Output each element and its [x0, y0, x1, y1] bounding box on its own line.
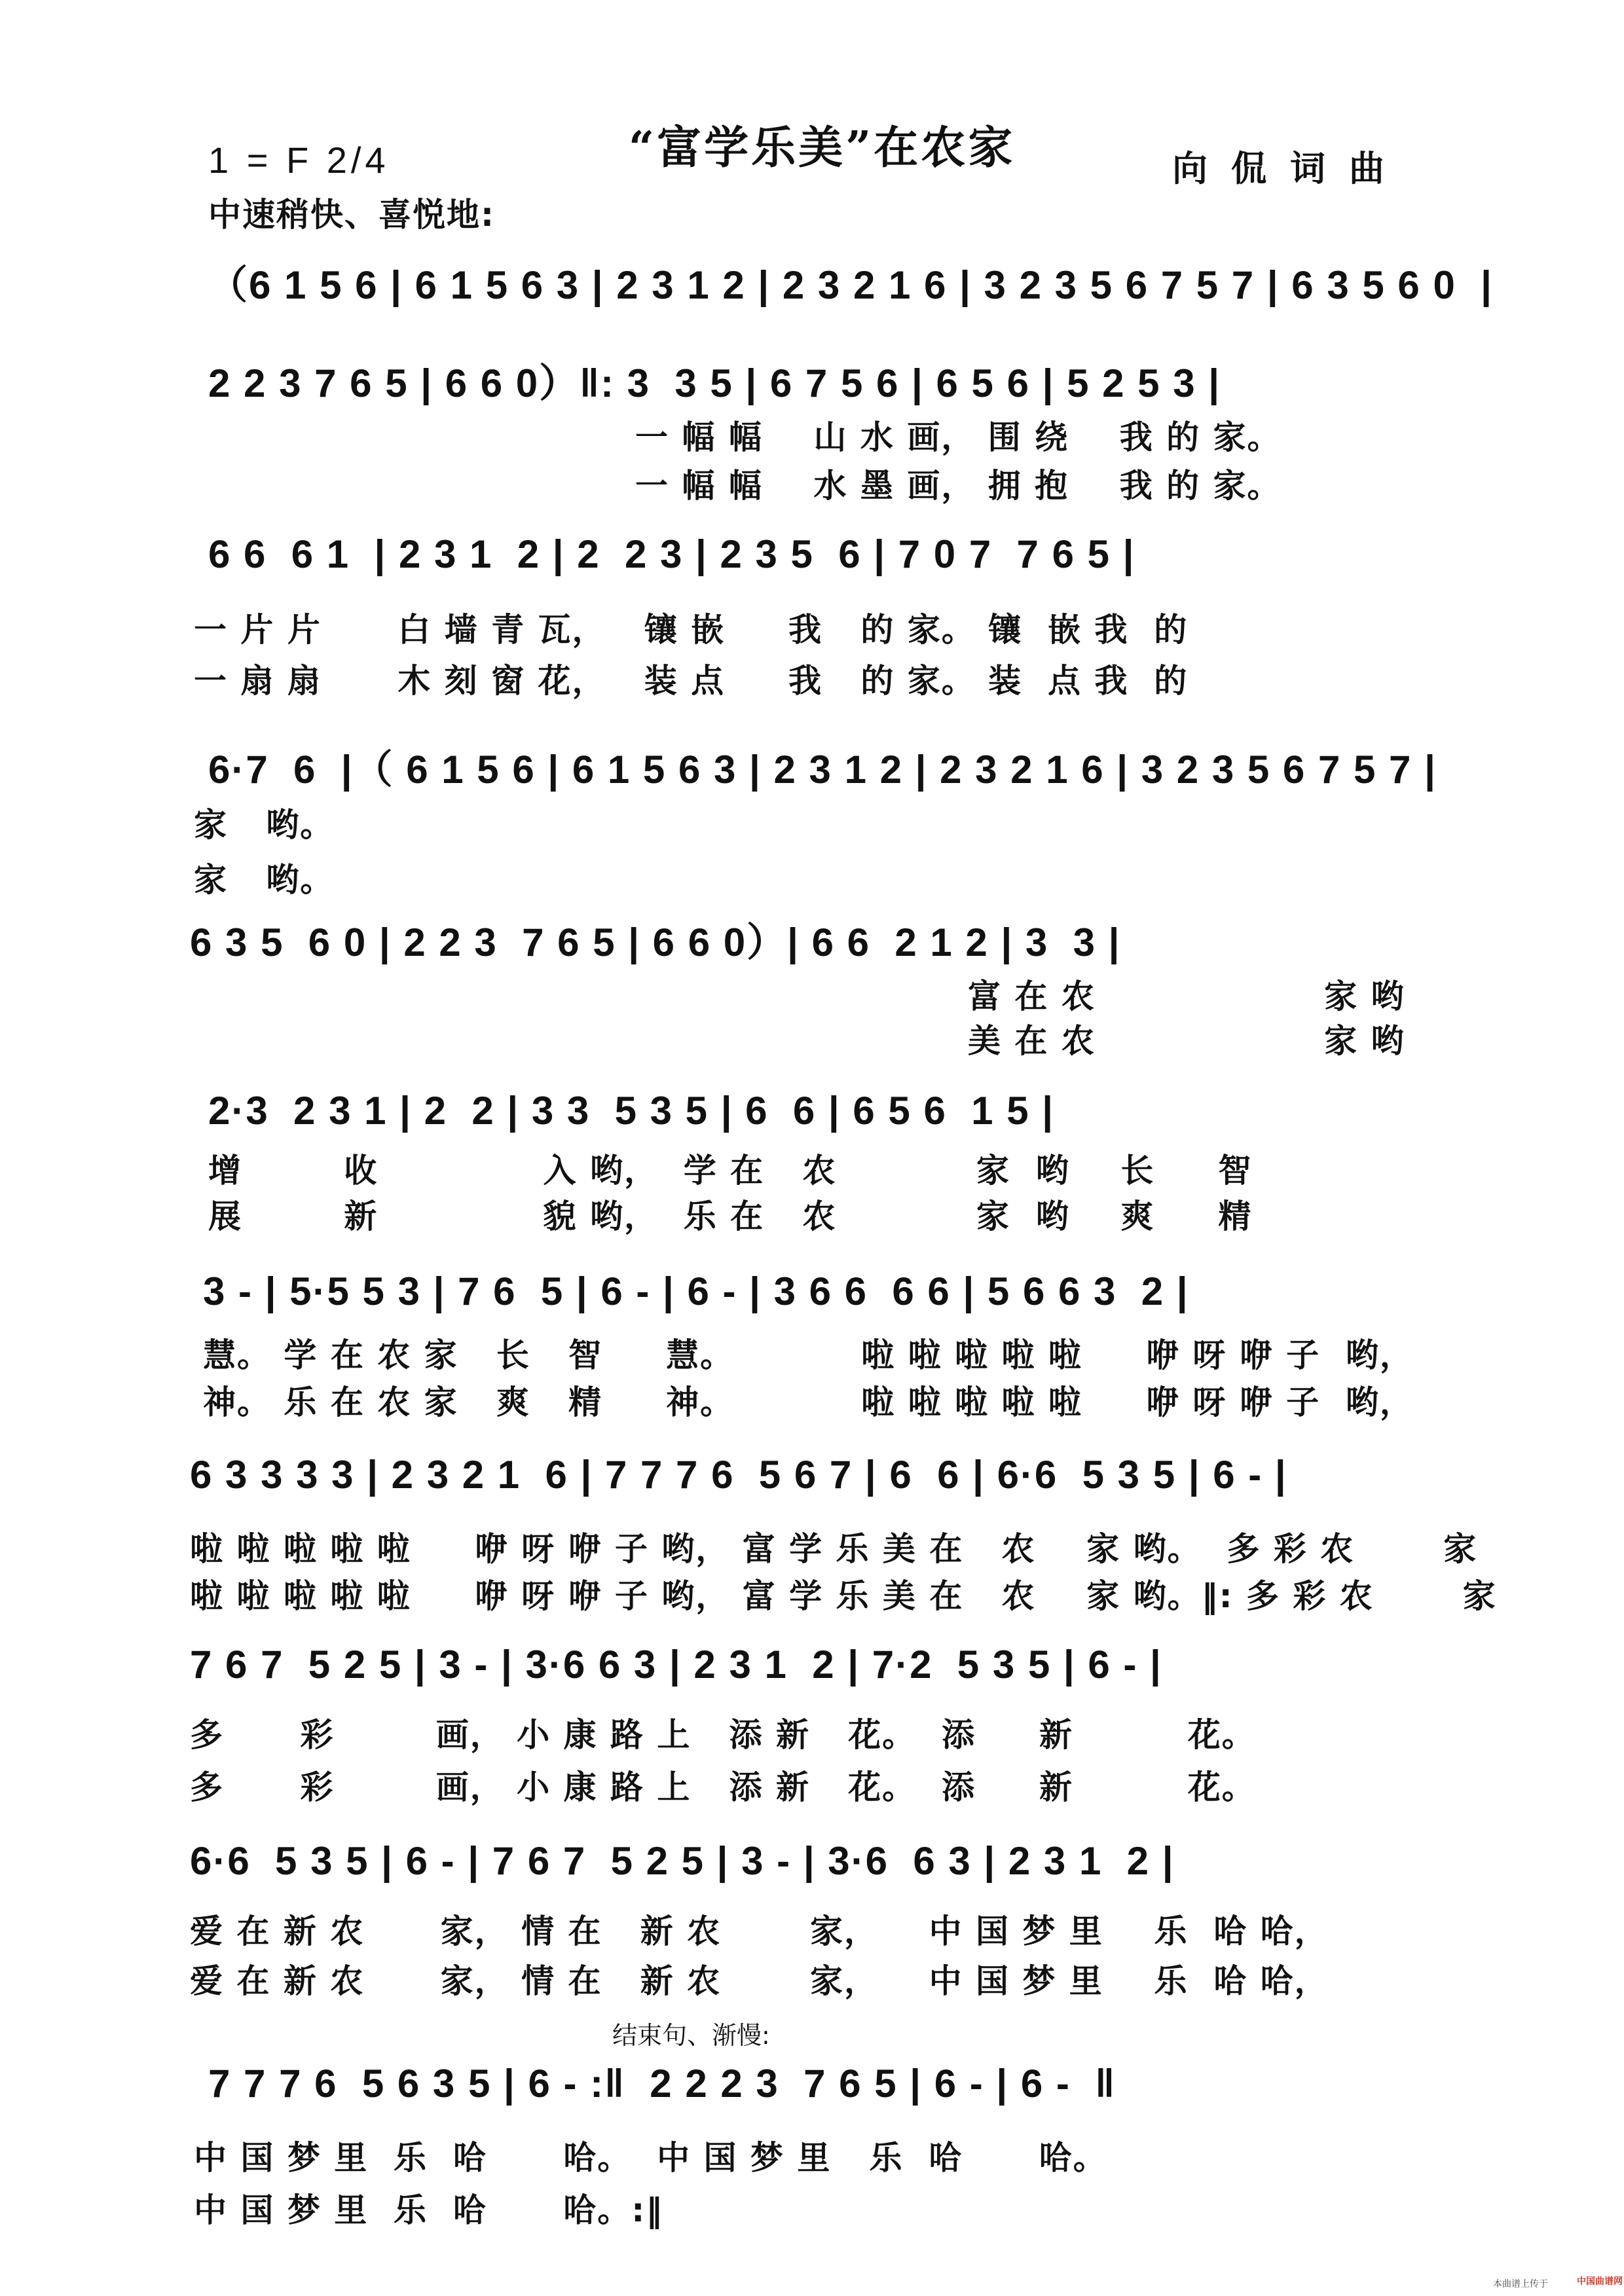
lyric-line-10a: 爱 在 新 农 家， 情 在 新 农 家， 中 国 梦 里 乐 哈 哈， [190, 1912, 1329, 1950]
lyric-line-4b: 家 哟。 [194, 861, 335, 899]
lyric-line-9b: 多 彩 画， 小 康 路 上 添 新 花。 添 新 花。 [190, 1768, 1256, 1806]
lyric-line-6a: 增 收 入 哟， 学 在 农 家 哟 长 智 [208, 1152, 1253, 1190]
upload-credit: 本曲谱上传于 [1493, 2279, 1548, 2289]
notation-line-5: 6 3 5 6 0 | 2 2 3 7 6 5 | 6 6 0）| 6 6 2 1 2 | 3 3 | [190, 920, 1121, 964]
lyric-line-7a: 慧。 学 在 农 家 长 智 慧。 啦 啦 啦 啦 啦 咿 呀 咿 子 哟， [203, 1336, 1414, 1374]
lyric-line-3b: 一 扇 扇 木 刻 窗 花， 装 点 我 的 家。 装 点 我 的 [194, 662, 1189, 700]
lyric-line-2a: 一 幅 幅 山 水 画， 围 绕 我 的 家。 [635, 418, 1282, 456]
lyric-line-10b: 爱 在 新 农 家， 情 在 新 农 家， 中 国 梦 里 乐 哈 哈， [190, 1962, 1329, 2000]
notation-line-4: 6·7 6 |（ 6 1 5 6 | 6 1 5 6 3 | 2 3 1 2 | 2 3 2 1 6 | 3 2 3 5 6 7 5 7 | [208, 748, 1437, 792]
notation-line-3: 6 6 6 1 | 2 3 1 2 | 2 2 3 | 2 3 5 6 | 7 0 7 7 6 5 | [208, 532, 1135, 576]
notation-line-11: 7 7 7 6 5 6 3 5 | 6 - :‖ 2 2 2 3 7 6 5 | 6 - | 6 - ‖ [208, 2062, 1116, 2105]
notation-line-6: 2·3 2 3 1 | 2 2 | 3 3 5 3 5 | 6 6 | 6 5 6 1 5 | [208, 1089, 1055, 1133]
lyric-line-2b: 一 幅 幅 水 墨 画， 拥 抱 我 的 家。 [635, 467, 1282, 505]
notation-line-10: 6·6 5 3 5 | 6 - | 7 6 7 5 2 5 | 3 - | 3·6 6 3 | 2 3 1 2 | [190, 1839, 1175, 1883]
lyric-line-6b: 展 新 貌 哟， 乐 在 农 家 哟 爽 精 [208, 1197, 1253, 1235]
lyric-line-7b: 神。 乐 在 农 家 爽 精 神。 啦 啦 啦 啦 啦 咿 呀 咿 子 哟， [203, 1383, 1414, 1421]
notation-line-8: 6 3 3 3 3 | 2 3 2 1 6 | 7 7 7 6 5 6 7 | 6 6 | 6·6 5 3 5 | 6 - | [190, 1453, 1287, 1497]
song-title: “富学乐美”在农家 [629, 122, 1016, 174]
lyric-line-11a: 中 国 梦 里 乐 哈 哈。 中 国 梦 里 乐 哈 哈。 [194, 2139, 1107, 2177]
lyric-line-5b: 美 在 农 家 哟 [968, 1022, 1405, 1060]
notation-line-9: 7 6 7 5 2 5 | 3 - | 3·6 6 3 | 2 3 1 2 | 7·2 5 3 5 | 6 - | [190, 1643, 1162, 1686]
tempo-marking: 中速稍快、喜悦地: [208, 196, 495, 234]
lyric-line-11b: 中 国 梦 里 乐 哈 哈。:‖ [194, 2191, 664, 2229]
lyric-line-8a: 啦 啦 啦 啦 啦 咿 呀 咿 子 哟， 富 学 乐 美 在 农 家 哟。 多 彩 农 家 [190, 1530, 1478, 1568]
notation-line-2: 2 2 3 7 6 5 | 6 6 0）‖: 3 3 5 | 6 7 5 6 | 6 5 6 | 5 2 5 3 | [208, 361, 1221, 405]
lyric-line-5a: 富 在 农 家 哟 [968, 977, 1405, 1015]
key-signature: 1 = F 2/4 [208, 139, 390, 181]
lyric-line-8b: 啦 啦 啦 啦 啦 咿 呀 咿 子 哟， 富 学 乐 美 在 农 家 哟。‖: 多 彩 农 家 [190, 1577, 1497, 1615]
lyric-line-9a: 多 彩 画， 小 康 路 上 添 新 花。 添 新 花。 [190, 1716, 1256, 1754]
notation-line-1: （6 1 5 6 | 6 1 5 6 3 | 2 3 1 2 | 2 3 2 1 6 | 3 2 3 5 6 7 5 7 | 6 3 5 6 0 | [208, 263, 1493, 307]
lyric-line-3a: 一 片 片 白 墙 青 瓦， 镶 嵌 我 的 家。 镶 嵌 我 的 [194, 611, 1189, 649]
lyric-line-4a: 家 哟。 [194, 806, 335, 844]
notation-line-7: 3 - | 5·5 5 3 | 7 6 5 | 6 - | 6 - | 3 6 6 6 6 | 5 6 6 3 2 | [203, 1269, 1189, 1313]
author-credit: 向侃词曲 [1172, 148, 1408, 189]
site-logo: 中国曲谱网 [1577, 2276, 1623, 2287]
ending-annotation: 结束句、渐慢: [612, 2021, 770, 2050]
